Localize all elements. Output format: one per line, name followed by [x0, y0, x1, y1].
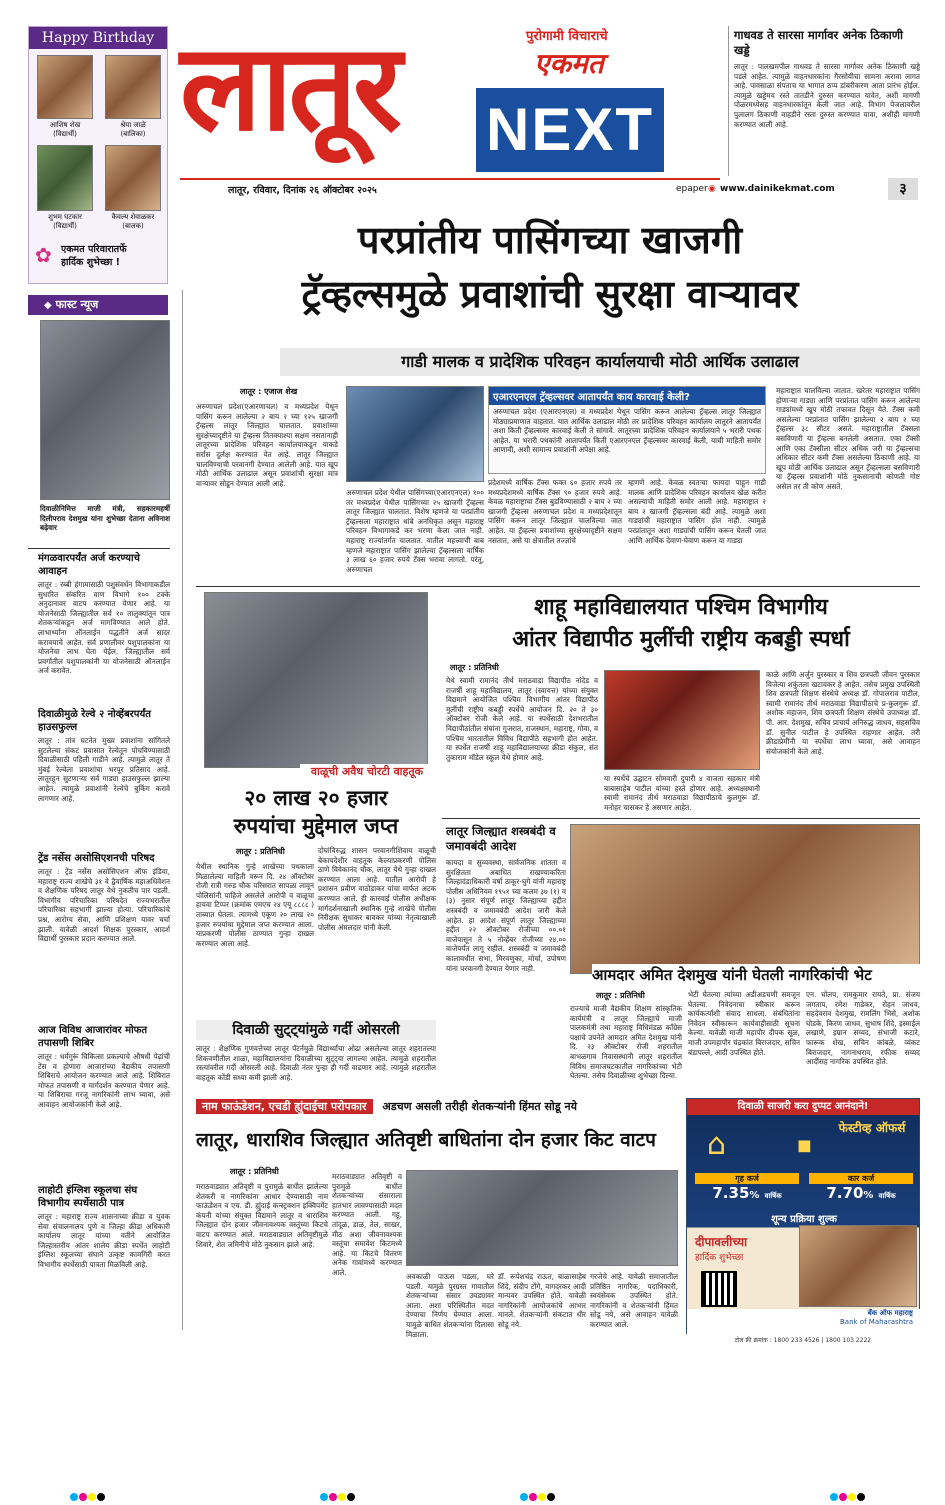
- deshmukh-headline: आमदार अमित देशमुख यांनी घेतली नागरिकांची भेट: [592, 964, 920, 986]
- car-loan-label: कार कर्ज: [809, 1173, 913, 1184]
- fast-news-body: लातूर : धर्मगुरूं चिकित्सा प्रकल्पाचे औषधी पेढ़ांची टेंस व होणारा आजारांच्या वैद्यकीय तपासणी शिबिराचे आयोजन करण्यात आले आहे. शिबिरात मोफत तपासणी व मार्गदर्शन करण्यात येणार आहे. या शिबिराचा गरजू नागरिकांनी लाभ घ्यावा, असे आवाहन आयोजकांनी केले आहे.: [38, 1052, 170, 1109]
- kabaddi-photo-caption: या स्पर्धेचे उद्घाटन सोमवारी दुपारी ४ वाजता सहकार मंत्री बाबासाहेब पाटील यांच्या हस्ते होणार आहे. अध्यक्षस्थानी स्वामी रामानंद तीर्थ मराठवाडा विद्यापीठाचे कुलगुरू डॉ. मनोहर चासकर हे असणार आहेत.: [604, 774, 760, 812]
- fast-news-title: दिवाळीमुळे रेल्वे २ नोव्हेंबरपर्यंत हाउसफुल्ल: [38, 709, 151, 733]
- birthday-name: शुभम घटकार: [48, 213, 82, 221]
- car-loan-rate: 7.70: [826, 1184, 864, 1202]
- main-byline: लातूर : एजाज शेख: [240, 387, 298, 396]
- bouquet-icon: ✿: [35, 243, 52, 267]
- wish-line-1: एकमत परिवारातर्फे: [61, 244, 127, 255]
- ad-zero-fee: शून्य प्रक्रिया शुल्क: [771, 1214, 837, 1225]
- car-loan: [809, 1173, 913, 1202]
- ban-headline: लातूर जिल्ह्यात शस्त्रबंदी व जमावबंदी आदेश: [446, 824, 556, 853]
- car-icon: ◼: [797, 1135, 812, 1156]
- home-loan-rate-line: [695, 1184, 799, 1202]
- ad-deepawali: दीपावलीच्या: [695, 1235, 748, 1249]
- fast-news-label: [28, 295, 168, 315]
- kits-strap: [196, 1098, 678, 1116]
- qr-code-icon: [701, 1271, 737, 1307]
- birthday-caption-3: [33, 213, 97, 231]
- fast-news-item-5: [38, 1184, 170, 1324]
- kits-col-2: मराठवाड्यात अतिवृष्टी व पुरामुळे बाधीत शेतकऱ्यांच्या संसाराला हातभार लावण्यासाठी मदत करण्यात आली. गहू, तांदूळ, डाळ, तेल, साखर, मीठ अशा जीवनावश्यक वस्तूंचा समावेश किटमध्ये आहे. या किटचे वितरण अनेक गावांमध्ये करण्यात आले.: [332, 1172, 402, 1277]
- birthday-wish: [61, 243, 167, 269]
- deshmukh-col-2: भेटी घेतल्या त्यांच्या अडीअडचणी समजून घेतल्या. निवेदनाचा स्वीकार करून कार्यकर्त्यांशी संवाद साधला. संबंधितांना निवेदन स्वीकारून कार्यवाहीसाठी सूचना केल्या. यावेळी माजी महापौर दीपक सूळ, माजी उपमहापौर चंद्रकांत बिराजदार, सचिन बंडापल्ले, आदी उपस्थित होते.: [688, 990, 800, 1057]
- kabaddi-col-1: येथे स्वामी रामानंद तीर्थ मराठवाडा विद्यापीठ नांदेड व राजर्षी शाहू महाविद्यालय, लातूर (स्वायत्त) यांच्या संयुक्त विद्यमाने आयोजित पश्चिम विभागीय आंतर विद्यापीठ मुलींची राष्ट्रीय कबड्डी स्पर्धेचे आयोजन दि. २० ते ३० ऑक्टोबर रोजी केले आहे. या स्पर्धेसाठी देशभरातील विद्यापीठांतील संघांना गुजरात, राजस्थान, महाराष्ट्र, गोवा, व पश्चिम भारतातील विविध विद्यापीठे सहभागी होत आहेत. या स्पर्धेत राजर्षी शाहू महाविद्यालयाच्या क्रीडा संकुल, संत तुकाराम मॉडेल स्कूल येथे होणार आहे.: [446, 676, 598, 762]
- kits-photo: [406, 1170, 678, 1266]
- bell-icon: ◆: [44, 300, 52, 311]
- kits-col-3: अवकाळी पाऊस पडला, घरे पडली. यामुळे पुरग्रस्त गावातील शेतकऱ्यांच्या संसार उघड्यावर आला. अशा परिस्थितीत मदत देण्याचा निर्णय घेण्यात आला. यामुळे बाधित शेतकऱ्यांना दिलासा मिळाला.: [406, 1272, 494, 1339]
- registration-marks-right: [830, 1486, 866, 1505]
- fast-news-item-2: [38, 708, 170, 840]
- fast-news-body: लातूर : ट्रेंड नर्सेस असोसिएशन ऑफ इंडिया, महाराष्ट्र राज्य शाखेचे ३१ वे द्वैवार्षिक महाअधिवेशन व शैक्षणिक परिषद लातूर येथे नुकतीच पार पडली. विभागीय परिचारिका परिषदेत राज्यभरातील परिचारिका सहभागी झाल्या होत्या. परिचारिकांचे प्रश्न, आरोग्य सेवा, आणि प्रशिक्षण यावर चर्चा झाली. यावेळी आदर्श शिक्षक पुरस्कार, आदर्श विद्यार्थी पुरस्कार प्रदान करण्यात आले.: [38, 867, 170, 944]
- birthday-photo-3: [37, 145, 93, 211]
- home-loan-pa: वार्षिक: [764, 1192, 782, 1200]
- kabaddi-headline-line1: शाहू महाविद्यालयात पश्चिम विभागीय: [534, 595, 828, 620]
- main-headline-line1: परप्रांतीय पासिंगच्या खाजगी: [357, 218, 743, 262]
- fast-news-body: लातूर : महाराष्ट्र राज्य शासनाच्या क्रीडा व युवक सेवा संचालनालय पुणे व जिल्हा क्रीडा अधिकारी कार्यालय लातूर यांच्या वतीने आयोजित जिल्हास्तरीय आंतर शालेय क्रीडा स्पर्धेत लाहोटी इंग्लिश स्कूलच्या संघाने उत्कृष्ट कामगिरी करत विभागीय स्पर्धेसाठी पात्रता मिळविली आहे.: [38, 1212, 170, 1269]
- ban-body: कायदा व सुव्यवस्था, सार्वजनिक शांतता व सुरक्षितता अबाधित राखण्याकरिता जिल्हादंडाधिकारी वर्षा ठाकूर-घुगे यांनी महाराष्ट्र पोलीस अधिनियम १९५१ च्या कलम ३७ (१) व (३) नुसार संपूर्ण लातूर जिल्ह्याच्या हद्दीत शस्त्रबंदी व जमावबंदी आदेश जारी केले आहेत. हा आदेश संपूर्ण लातूर जिल्ह्याच्या हद्दीत २२ ऑक्टोबर रोजीच्या ००.०१ वाजेपासून ते ५ नोव्हेंबर रोजीच्या २४.०० वाजेपर्यंत लागू राहील. शस्त्रबंदी व जमावबंदी कालावधीत सभा, मिरवणुका, मोर्चा, उपोषण यांना परवानगी देण्यात येणार नाही.: [446, 858, 566, 973]
- fast-news-photo-caption: दिवाळीनिमित्त माजी मंत्री, सहकारमहर्षी दिलीपराव देशमुख यांना शुभेच्छा देताना अविनाश बढ़ेवार: [40, 504, 170, 533]
- epaper-label: epaper: [676, 184, 708, 194]
- home-loan: [695, 1173, 799, 1202]
- car-loan-rate-line: [809, 1184, 913, 1202]
- globe-icon: ◉: [708, 184, 716, 194]
- epaper-url[interactable]: www.dainikekmat.com: [720, 184, 835, 194]
- deshmukh-photo: [570, 824, 920, 974]
- birthday-name: श्रेया जाळे: [120, 121, 146, 129]
- birthday-caption-4: [101, 213, 165, 231]
- kits-strap-rest: अडचण असली तरीही शेतकऱ्यांनी हिंमत सोडू नये: [382, 1100, 577, 1113]
- masthead-tagline: पुरोगामी विचाराचे: [526, 29, 608, 44]
- sand-headline-line2: रुपयांचा मुद्देमाल जप्त: [233, 814, 399, 838]
- main-col-2: अरुणाचल प्रदेश येथील पासिंगच्या(एआरएनएल) १०० तर मध्यप्रदेश येथील पासिंगच्या २५ खाजगी ट्रॅव्हल्स लातूर जिल्ह्यात चालतात. विशेष म्हणजे या परप्रांतीय ट्रॅव्हल्सला महाराष्ट्रात थांबे अनधिकृत असून महाराष्ट्र परिवहन विभागाकडे कर भरणा केला जात नाही. महाराष्ट्र राज्यांतर्गत चालतात. यातील महत्त्वाची बाब म्हणजे महाराष्ट्रात पासिंग झालेल्या ट्रॅव्हल्सला वार्षिक ३ लाख ६० हजार रुपये टॅक्स भरावा लागतो. परंतु, अरुणाचल: [346, 488, 484, 574]
- masthead-next: NEXT: [476, 88, 664, 172]
- kabaddi-headline: [442, 592, 920, 656]
- truck-caption: वाळूची अवैध चोरटी वाहतूक: [300, 764, 434, 780]
- registration-marks-left: [70, 1486, 106, 1505]
- sand-byline: लातूर : प्रतिनिधी: [236, 847, 285, 856]
- page-number: ३: [888, 178, 918, 200]
- birthday-role: (विद्यार्थी): [53, 222, 77, 230]
- kits-byline: लातूर : प्रतिनिधी: [230, 1167, 279, 1176]
- top-right-brief: [734, 28, 920, 176]
- fast-news-title: मंगळवारपर्यंत अर्ज करण्याचे आवाहन: [38, 553, 140, 577]
- diwali-crowd-headline: दिवाळी सुट्ट्यांमुळे गर्दी ओसरली: [196, 1020, 436, 1040]
- main-col-4: म्हणणे आहे. केवळ स्वतःचा फायदा पाहून गाडी मालक आणि प्रादेशिक परिवहन कार्यालय खेळ करीत असल्याची माहिती समोर आली आहे. महाराष्ट्रात २ बाय २ खाजगी ट्रॅव्हल्सला बंदी आहे. त्यामुळे अशा गाड्यांची महाराष्ट्रात पासिंग होत नाही. त्यामुळे परप्रांतातून अशा गाड्यांची पासिंग करून घेतली जात आणि आर्थिक देवाण-घेवाण करून या गाड्या: [628, 478, 766, 545]
- fast-news-title: ट्रेंड नर्सेस असोसिएशनची परिषद: [38, 853, 155, 864]
- fast-news-body: लातूर : तांत्र घटनेत मुख्य प्रवाशांना सांगितले सुटलेल्या संकट प्रवासात रेल्वेतून पोचविण्यासाठी दिवाळीसाठी पहिली गाडीने आहे. त्यामुळे लातूर ते मुंबई रेल्वेला प्रवाशांचा भरपूर प्रतिसाद आहे. लातूरहून सुटणाऱ्या सर्व गाड्या हाउसफुल्ल झाल्या आहेत. त्यामुळे प्रवाशांनी रेल्वेचे बुकिंग करावे लागणार आहे.: [38, 736, 170, 803]
- registration-marks-center: [320, 1486, 356, 1505]
- fast-news-item-1: [38, 552, 170, 698]
- question-box-body: अरुणाचल प्रदेश (एआरएनएल) व मध्यप्रदेश येथून पासिंग करून आलेल्या ट्रॅव्हल्स लातूर जिल्ह्यात मोठ्याप्रमाणात वाहतात. यात आर्थिक उलाढाल मोठी तर प्रादेशिक परिवहन कार्यालय लातूरने आतापर्यंत अशा किती ट्रॅव्हल्सवर कारवाई केली ते सांगावे. लातूरच्या प्रादेशिक परिवहन कार्यालयाने ५ भरारी पथक आहेत. या भरारी पथकांनी आतापर्यंत किती एआरएनएल ट्रॅव्हल्सवर कारवाई केली, याची माहिती समोर आणावी, अशी सामान्य प्रवाशांनी अपेक्षा आहे.: [493, 407, 761, 455]
- ad-greeting: [695, 1233, 795, 1263]
- wish-line-2: हार्दिक शुभेच्छा !: [61, 257, 121, 268]
- diwali-crowd-body: लातूर : शैक्षणिक गुणवत्तेच्या लातूर पॅटर्नमुळे विद्यार्थ्यांचा ओढा असलेल्या लातूर शहरातल्या शिकवणीतील शाळा, महाविद्यालयांना दिवाळीच्या सुट्ट्या लागल्या आहेत. त्यामुळे शहरातील रस्त्यांवरील गर्दी ओसरली आहे. दिवाळी नंतर पुन्हा ही गर्दी वाढणार आहे. त्यामुळे शहरातील वाहतूक कोंडी सध्या कमी झाली आहे.: [196, 1044, 436, 1082]
- ad-top: दिवाळी साजरी करा दुप्पट आनंदाने!: [687, 1099, 919, 1115]
- ad-bank-mr: बँक ऑफ महाराष्ट्र: [867, 1309, 913, 1317]
- birthday-role: (बालिका): [120, 130, 146, 138]
- main-headline: [180, 214, 920, 322]
- bank-ad[interactable]: [686, 1098, 920, 1334]
- kits-col-5: गरजेचे आहे. यावेळी समाजातील प्रतिष्ठित नागरिक, पदाधिकारी, स्वयंसेवक उपस्थित होते. नागरिकांनी व शेतकऱ्यांनी हिंमत सोडू नये, असे आवाहन यावेळी करण्यात आले.: [590, 1272, 678, 1329]
- car-loan-pct: %: [863, 1190, 874, 1201]
- birthday-photo-1: [37, 55, 93, 119]
- kabaddi-byline: लातूर : प्रतिनिधी: [450, 663, 499, 672]
- main-subhead: गाडी मालक व प्रादेशिक परिवहन कार्यालयाची मोठी आर्थिक उलाढाल: [280, 348, 920, 376]
- home-loan-rate: 7.35: [712, 1184, 750, 1202]
- birthday-caption-2: [101, 121, 165, 139]
- main-col-5: महाराष्ट्रात चालविल्या जातात. खरेतर महाराष्ट्रात पासिंग होणाऱ्या गाड्या आणि परप्रांतात पासिंग करून आलेल्या गाड्यांमध्ये खूप मोठी तफावत दिसून येते. टॅक्स कमी असलेल्या परप्रांतात पासिंग झालेल्या २ बाय २ च्या ट्रॅव्हल्स ३८ सीटर असते. महाराष्ट्रातील टॅक्सला बसविणारी या ट्रॅव्हल्स बनलेली असतात. एका टॅक्सी आणि एका टॅक्सीला सीटर अधिक जरी या ट्रॅव्हल्सचा अधिकार सीटर कमी टॅक्स असलेल्या ठिकाणी आहे. या खूप मोठी आर्थिक उलाढाल असून ट्रॅव्हल्सला बसविणारी या ट्रॅव्हल्स प्रवाशांनी मोठे नुकसानाची कोणती गोष्ट असेल तर ती कोण असते.: [776, 386, 920, 491]
- sand-headline-line1: २० लाख २० हजार: [244, 786, 388, 810]
- registration-marks-mid: [520, 1486, 556, 1505]
- brief-headline: गाधवड ते सारसा मार्गावर अनेक ठिकाणी खड्डे: [734, 28, 904, 57]
- deshmukh-byline: लातूर : प्रतिनिधी: [596, 991, 645, 1000]
- main-col-3: प्रदेशमध्ये वार्षिक टॅक्स फक्त ६० हजार रुपये तर मध्यप्रदेशमध्ये वार्षिक टॅक्स ९० हजार रुपये आहे. केवळ महाराष्ट्राचा टॅक्स बुडविण्यासाठी २ बाय २ च्या खाजगी ट्रॅव्हल्स अरुणाचल प्रदेश व मध्यप्रदेशातून पासिंग करून लातूर जिल्ह्यात चालविल्या जात आहेत. या ट्रॅव्हल्स प्रवाशांच्या सुरक्षेच्यादृष्टीने सक्षम नसतात, असे या क्षेत्रातील तज्ज्ञांचे: [488, 478, 622, 545]
- kits-headline: लातूर, धाराशिव जिल्ह्यात अतिवृष्टी बाधितांना दोन हजार किट वाटप: [196, 1129, 656, 1151]
- question-box-title: एआरएनएल ट्रॅव्हल्सवर आतापर्यंत काय कारवाई केली?: [489, 387, 765, 405]
- fast-news-title: आज विविध आजारांवर मोफत तपासणी शिबिर: [38, 1025, 148, 1049]
- kits-col-1: मराठवाड्यात अतिवृष्टी व पुरामुळे बाधीत झालेल्या शेतकरी व नागरिकांना आधार देण्यासाठी नाम फाऊंडेशन व एच. डी. ह्युंदाई कन्स्ट्रक्शन इक्विपमेंट कंपनी यांच्या संयुक्त विद्यमाने लातूर व धाराशिव जिल्ह्यात दोन हजार जीवनावश्यक वस्तूंच्या किटचे वाटप करण्यात आले. मराठवाड्यात अतिवृष्टीमुळे शिवारे, शेत जमिनीचे मोठे नुकसान झाले आहे.: [196, 1182, 328, 1249]
- brief-body: लातूर : पालखमपील गाधवड ते सारसा मार्गावर अनेक ठिकाणी खड्डे पडले आहेत. त्यामुळे वाहनधारकांना गैरसोयीचा सामना करावा लागत आहे. पावसाळा संपताच या भागात ठप्प डांबरीकरण आता प्रारंभ होईल. त्यामुळे खड्डेमय रस्ते तातडीने दुरुस्त करण्यात यावेत, अशी मागणी पोळरमध्येसह वाहनधारकांतून केली जात आहे. विभाग पेजलावरील पुलालग ठिकाणी वाहडीने रस्ता दुरुस्त करण्यात यावा, अशीही मागणी करण्यात आली आहे.: [734, 62, 920, 129]
- kits-col-4: डॉ. रूपेशचंद्र राऊत, बाळासाहेब शिंदे, संदीप टोंगे, वागदरकर आदी मान्यवर उपस्थित होते. यावेळी नागरिकांनी आयोजकांचे आभार मानले. शेतकऱ्यांनी संकटात धीर सोडू नये.: [498, 1272, 586, 1329]
- car-loan-pa: वार्षिक: [878, 1192, 896, 1200]
- sand-headline: [196, 784, 436, 840]
- birthday-name: आशिष शेख: [49, 121, 81, 129]
- masthead-title: लातूर: [180, 19, 398, 158]
- ad-bank: [687, 1309, 921, 1335]
- ad-tollfree: टोल फ्री क्रमांक : 1800 233 4526 | 1800 103 2222: [734, 1337, 872, 1344]
- birthday-name: कैवल्य शेवाळकर: [111, 213, 155, 221]
- kits-strap-red: नाम फाऊंडेशन, एचडी ह्युंदाईचा परोपकार: [196, 1099, 373, 1114]
- birthday-role: (विद्यार्थी): [53, 130, 77, 138]
- fast-news-photo: [40, 320, 170, 500]
- birthday-photo-4: [105, 145, 161, 211]
- ad-wishes: हार्दिक शुभेच्छा: [695, 1253, 744, 1263]
- kabaddi-photo: [604, 670, 760, 770]
- fast-news-text: फास्ट न्यूज: [55, 298, 99, 311]
- fast-news-item-3: [38, 852, 170, 1019]
- birthday-title: Happy Birthday: [29, 27, 167, 49]
- question-box: [488, 386, 766, 474]
- fast-news-body: लातूर : रब्बी हंगामासाठी पशुसंवर्धन विभागाकडील सुधारित संकरित वाण विभागे १०० टक्के अनुदानावर वाटप करण्यात येणार आहे. या योजनेसाठी जिल्ह्यातील सर्व १० तालुक्यांतून पात्र शेतकऱ्यांकडून अर्ज मागविण्यात आले होते. लाभार्थ्यांना ऑनलाईन पद्धतीने अर्ज सादर करावयाचे आहेत. सर्व प्रणालीवर पशुपालकांना या योजनेचा लाभ घेता येईल. जिल्ह्यातील सर्व प्रवर्गातील पशुपालकांनी या योजनेसाठी ऑनलाईन अर्ज करावेत.: [38, 580, 170, 676]
- main-headline-line2: ट्रॅव्हल्समुळे प्रवाशांची सुरक्षा वाऱ्यावर: [301, 272, 799, 316]
- home-loan-pct: %: [749, 1190, 760, 1201]
- masthead-brand: एकमत: [534, 47, 604, 80]
- family-photo: [799, 1225, 917, 1307]
- home-loan-label: गृह कर्ज: [695, 1173, 799, 1184]
- ad-bank-en: Bank of Maharashtra: [840, 1318, 913, 1326]
- fast-news-title: लाहोटी इंग्लिश स्कूलचा संघ विभागीय स्पर्धेसाठी पात्र: [38, 1185, 138, 1209]
- birthday-caption-1: [33, 121, 97, 139]
- deshmukh-col-3: एन. घोलप, रामकुमार रायते, प्रा. संजय जगताप, रमेश गाडेकर, रोहन जाधव, सहदेवराव देशमुख, रामलिंग भिसे, अशोक घोडके, किरण जाधव, सुभाष शिंदे, इस्माईल लखाणे, इम्रान सय्यद, संभाजी कटारे, फारूक शेख, सचिन कांबळे, व्यंकट बिराजदार, नागनाथराव, रफीक सय्यद आदींसह नागरिक उपस्थित होते.: [806, 990, 920, 1067]
- bus-photo: [346, 386, 484, 482]
- house-icon: ⌂: [707, 1127, 727, 1162]
- ad-festive: फेस्टीव्ह ऑफर्स: [838, 1121, 906, 1135]
- kabaddi-headline-line2: आंतर विद्यापीठ मुलींची राष्ट्रीय कबड्डी स्पर्धा: [512, 627, 850, 652]
- kabaddi-col-2: काळे आणि अर्जुन पुरस्कार व शिव छत्रपती जीवन पुरस्कार विजेत्या शकुंतला खटावकर हे आहेत. तसेच प्रमुख उपस्थिती शिव छत्रपती शिक्षण संस्थेचे अध्यक्ष डॉ. गोपालराव पाटील, स्वामी रामानंद तीर्थ मराठवाडा विद्यापीठाचे प्र-कुलगुरू डॉ. अशोक महाजन, शिव छत्रपती शिक्षण संस्थेचे उपाध्यक्ष डॉ. पी. आर. देशमुख, सचिव प्राचार्य अनिरुद्ध जाधव, सहसचिव डॉ. सुनील पाटील हे उपस्थित राहणार आहेत. तरी क्रीडाप्रेमींनी या स्पर्धेचा लाभ घ्यावा, असे आवाहन संयोजकांनी केले आहे.: [766, 670, 920, 756]
- masthead: [180, 19, 720, 182]
- main-col-1: अरुणाचल प्रदेश(एआरणाचल) व मध्यप्रदेश येथून पासिंग करून आलेल्या २ बाय २ च्या १२५ खाजगी ट्रॅव्हल्स लातूर जिल्ह्यात चालतात. प्रवाशांच्या सुरक्षेच्यादृष्टीने या ट्रॅव्हल्स तितक्याश्या सक्षम नसतानाही लातूरच्या प्रादेशिक परिवहन कार्यालयाकडून याकडे सर्रास दुर्लक्ष करण्यात येत आहे. लातूर जिल्ह्यात चालविण्याची परवानगी देण्यात आलेली आहे. यात खूप मोठी आर्थिक उलाढाल असून प्रवाशांची सुरक्षा मात्र वाऱ्यावर सोडून देण्यात आली आहे.: [196, 402, 338, 488]
- birthday-photo-2: [105, 55, 161, 119]
- truck-photo: [204, 592, 428, 768]
- birthday-box: [28, 26, 168, 284]
- birthday-role: (बालक): [122, 222, 144, 230]
- sand-col-2: दोघांविरुद्ध शासन परवानगीशिवाय वाळूची बेकायदेशीर वाहतूक केल्याप्रकरणी पोलिस ठाणे विवेकानंद चौक, लातूर येथे गुन्हा दाखल करण्यात आला आहे. यातील आरोपी हे प्रशासन प्रवीण वाठोडाकर यांचा मार्फत अटक करण्यात आले. ही कारवाई पोलीस अधीक्षक मार्गदर्शनाखाली स्थानिक गुन्हे शाखेचे पोलीस निरीक्षक सुधाकर बावकर यांच्या नेतृत्वाखाली पोलीस अंमलदार यांनी केली.: [318, 846, 436, 932]
- sand-col-1: येथील स्थानिक गुन्हे शाखेच्या पथकाला मिळालेल्या माहिती वरून दि. २४ ऑक्टोबर रोजी रात्री गरुड चौक परिसरात सापळा लावून पोलिसांनी पाहिजे असलेले आरोपी व वाळूचा हायवा टिप्पर (क्रमांक एमएच २४ एयू ८८८८ ) ताब्यात घेतला. त्यामध्ये एकूण २० लाख २० हजार रुपयांचा मुद्देमाल जप्त करण्यात आला. याप्रकरणी पोलीस ठाण्यात गुन्हा दाखल करण्यात आला आहे.: [196, 862, 314, 948]
- fast-news-item-4: [38, 1024, 170, 1182]
- dateline: लातूर, रविवार, दिनांक २६ ऑक्टोबर २०२५: [228, 185, 377, 196]
- deshmukh-col-1: राज्याचे माजी वैद्यकीय शिक्षण सांस्कृतिक कार्यमंत्री व लातूर जिल्ह्याचे माजी पालकमंत्री तथा महाराष्ट्र विधिमंडळ काँग्रेस पक्षाचे उपनेते आमदार अमित देशमुख यांनी दि. २३ ऑक्टोबर रोजी शहरातील बाभळगाव निवासस्थानी लातूर शहरातील विविध समाजघटकातील नागरिकांच्या भेटी घेतल्या. तसेच दिवाळीच्या शुभेच्छा दिल्या.: [570, 1004, 682, 1081]
